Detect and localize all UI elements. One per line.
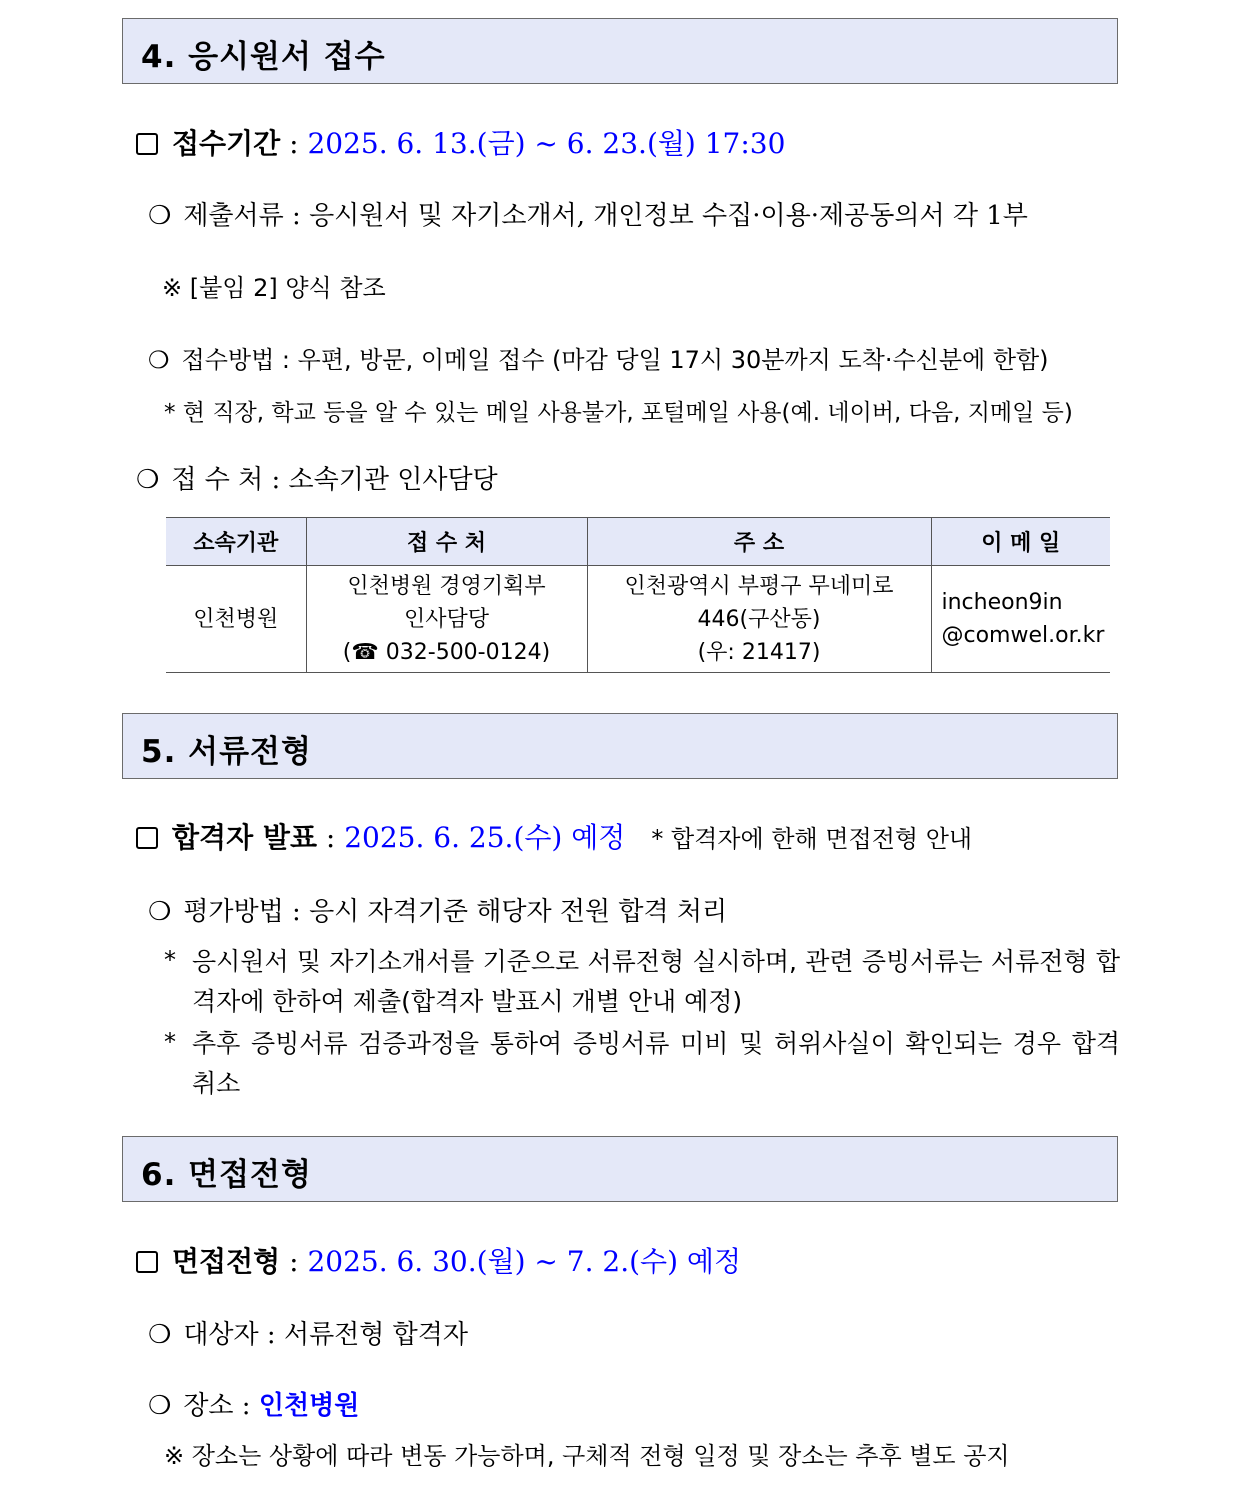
documents-text: 제출서류 : 응시원서 및 자기소개서, 개인정보 수집·이용·제공동의서 각 1부 <box>183 201 1028 231</box>
target-text: 대상자 : 서류전형 합격자 <box>183 1320 469 1350</box>
circle-bullet-icon: ❍ <box>148 201 172 231</box>
cell-org: 인천병원 <box>166 566 306 673</box>
method-text: 접수방법 : 우편, 방문, 이메일 접수 (마감 당일 17시 30분까지 도착·수신분에 한함) <box>181 346 1049 374</box>
method-item <box>148 340 1049 375</box>
interview-label: 면접전형 <box>172 1245 281 1278</box>
announce-note: * 합격자에 한해 면접전형 안내 <box>651 825 973 853</box>
circle-bullet-icon: ❍ <box>148 1391 172 1421</box>
interview-value: 2025. 6. 30.(월) ~ 7. 2.(수) 예정 <box>307 1245 742 1278</box>
period-value: 2025. 6. 13.(금) ~ 6. 23.(월) 17:30 <box>307 127 786 160</box>
cell-email: incheon9in @comwel.or.kr <box>931 566 1110 673</box>
table-header-row <box>166 518 1110 566</box>
note-1: 응시원서 및 자기소개서를 기준으로 서류전형 실시하며, 관련 증빙서류는 서류전형 합격자에 한하여 제출(합격자 발표시 개별 안내 예정) <box>192 947 1120 1016</box>
section-5-title: 5. 서류전형 <box>141 734 312 770</box>
method-note: * 현 직장, 학교 등을 알 수 있는 메일 사용불가, 포털메일 사용(예. 네이버, 다음, 지메일 등) <box>164 400 1073 426</box>
section-5-header <box>122 713 1118 779</box>
contact-table <box>166 517 1110 673</box>
documents-note: ※ [붙임 2] 양식 참조 <box>162 274 386 302</box>
announcement: 합격자 발표 : 2025. 6. 25.(수) 예정 * 합격자에 한해 면접전형 안내 <box>136 816 972 856</box>
application-period: 접수기간 : 2025. 6. 13.(금) ~ 6. 23.(월) 17:30 <box>136 122 785 162</box>
circle-bullet-icon: ❍ <box>148 346 170 374</box>
announce-value: 2025. 6. 25.(수) 예정 <box>344 821 626 854</box>
checkbox-square-icon <box>136 133 158 155</box>
announce-label: 합격자 발표 <box>172 821 317 854</box>
circle-bullet-icon: ❍ <box>148 1320 172 1350</box>
note-2-marker: * <box>164 1028 176 1056</box>
target-item <box>148 1314 468 1351</box>
interview-period: 면접전형 : 2025. 6. 30.(월) ~ 7. 2.(수) 예정 <box>136 1240 741 1280</box>
section-6-header <box>122 1136 1118 1202</box>
note-2: 추후 증빙서류 검증과정을 통하여 증빙서류 미비 및 허위사실이 확인되는 경우 합격 취소 <box>192 1029 1120 1098</box>
documents-item <box>148 195 1028 232</box>
section-6-title: 6. 면접전형 <box>141 1157 312 1193</box>
venue-value: 인천병원 <box>258 1391 360 1421</box>
circle-bullet-icon: ❍ <box>136 465 160 495</box>
evaluation-text: 평가방법 : 응시 자격기준 해당자 전원 합격 처리 <box>183 897 728 927</box>
checkbox-square-icon <box>136 827 158 849</box>
section-4-header <box>122 18 1118 84</box>
table-header-address: 주 소 <box>587 518 931 566</box>
place-item <box>136 459 498 496</box>
checkbox-square-icon <box>136 1251 158 1273</box>
table-header-email: 이 메 일 <box>931 518 1110 566</box>
cell-address: 인천광역시 부평구 무네미로 446(구산동) (우: 21417) <box>587 566 931 673</box>
venue-note: ※ 장소는 상황에 따라 변동 가능하며, 구체적 전형 일정 및 장소는 추후 별도 공지 <box>164 1442 1010 1470</box>
venue-label: 장소 : <box>183 1391 259 1421</box>
cell-dept: 인천병원 경영기획부 인사담당 (☎ 032-500-0124) <box>306 566 587 673</box>
period-label: 접수기간 <box>172 127 281 160</box>
venue-item <box>148 1385 359 1422</box>
table-header-org: 소속기관 <box>166 518 306 566</box>
circle-bullet-icon: ❍ <box>148 897 172 927</box>
table-row <box>166 566 1110 673</box>
place-text: 접 수 처 : 소속기관 인사담당 <box>171 465 498 495</box>
evaluation-item <box>148 891 727 928</box>
note-1-marker: * <box>164 946 176 974</box>
section-4-title: 4. 응시원서 접수 <box>141 39 386 75</box>
table-header-dept: 접 수 처 <box>306 518 587 566</box>
phone-number: (☎ 032-500-0124) <box>342 639 551 665</box>
